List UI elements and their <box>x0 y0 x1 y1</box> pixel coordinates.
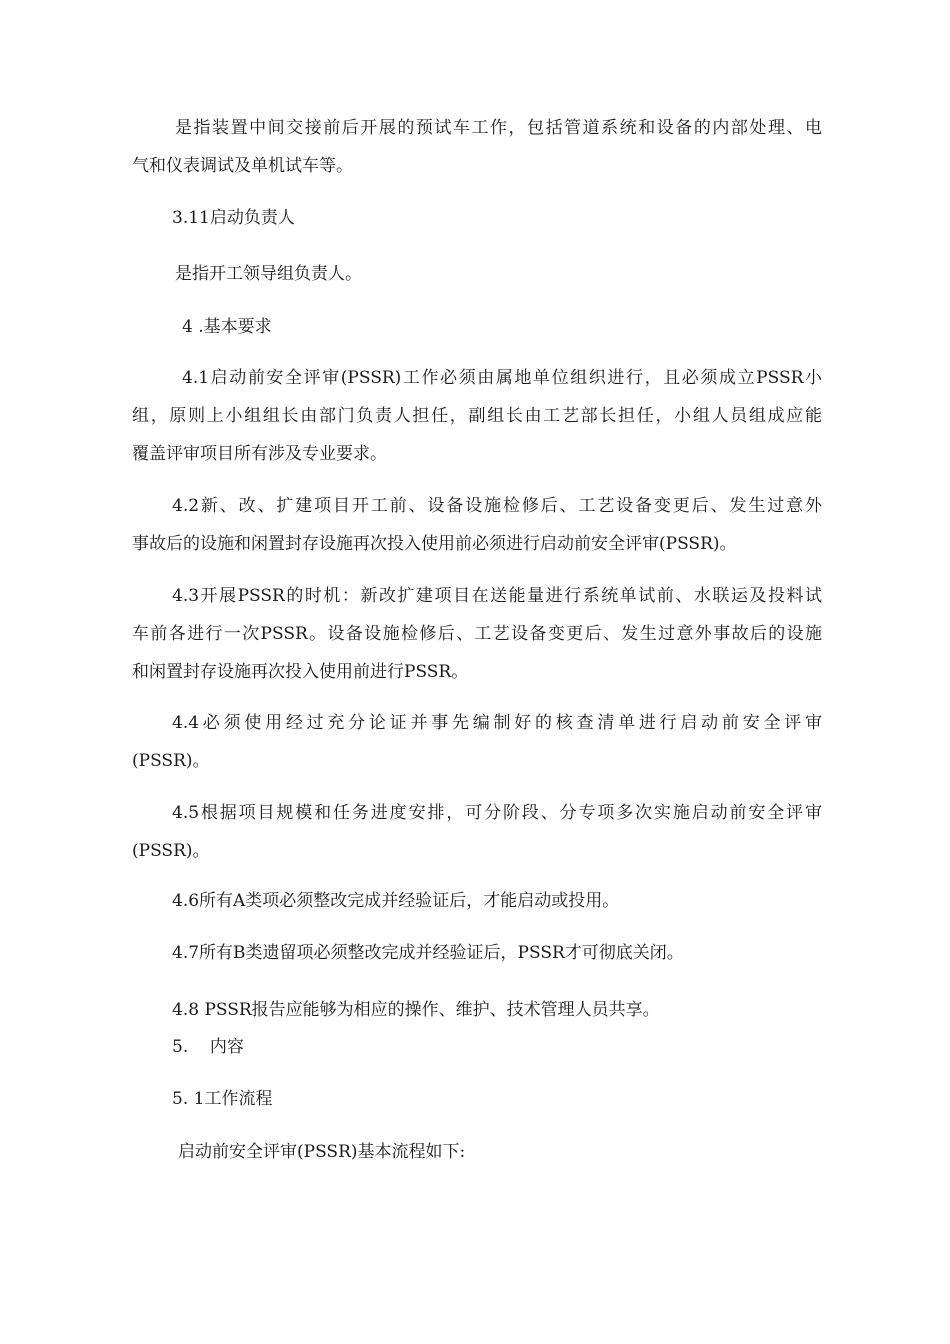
paragraph-line: 事故后的设施和闲置封存设施再次投入使用前必须进行启动前安全评审(PSSR)。 <box>132 534 737 554</box>
paragraph-line: 4.5根据项目规模和任务进度安排，可分阶段、分专项多次实施启动前安全评审 <box>172 803 822 823</box>
section-heading: 5. 内容 <box>172 1037 244 1057</box>
paragraph-line: (PSSR)。 <box>132 751 210 771</box>
paragraph-line: 和闲置封存设施再次投入使用前进行PSSR。 <box>132 662 469 682</box>
paragraph-line: (PSSR)。 <box>132 841 210 861</box>
paragraph-line: 4.8 PSSR报告应能够为相应的操作、维护、技术管理人员共享。 <box>172 1000 660 1020</box>
paragraph-line: 4.3开展PSSR的时机：新改扩建项目在送能量进行系统单试前、水联运及投料试 <box>172 586 822 606</box>
paragraph-line: 车前各进行一次PSSR。设备设施检修后、工艺设备变更后、发生过意外事故后的设施 <box>132 624 822 644</box>
paragraph-line: 覆盖评审项目所有涉及专业要求。 <box>132 444 387 464</box>
paragraph-line: 是指装置中间交接前后开展的预试车工作，包括管道系统和设备的内部处理、电 <box>175 118 822 138</box>
paragraph-line: 4.4必须使用经过充分论证并事先编制好的核查清单进行启动前安全评审 <box>172 713 822 733</box>
paragraph-line: 4.7所有B类遗留项必须整改完成并经验证后，PSSR才可彻底关闭。 <box>172 943 684 963</box>
section-heading: 3.11启动负责人 <box>172 208 295 228</box>
paragraph-line: 气和仪表调试及单机试车等。 <box>132 156 353 176</box>
paragraph-line: 4.1启动前安全评审(PSSR)工作必须由属地单位组织进行，且必须成立PSSR小 <box>182 368 822 388</box>
paragraph-line: 启动前安全评审(PSSR)基本流程如下: <box>178 1142 466 1162</box>
section-heading: 5. 1工作流程 <box>172 1089 273 1109</box>
paragraph-line: 4.2新、改、扩建项目开工前、设备设施检修后、工艺设备变更后、发生过意外 <box>172 496 822 516</box>
paragraph-line: 是指开工领导组负责人。 <box>175 264 362 284</box>
paragraph-line: 组，原则上小组组长由部门负责人担任，副组长由工艺部长担任，小组人员组成应能 <box>132 406 822 426</box>
section-heading: 4 .基本要求 <box>182 317 272 337</box>
paragraph-line: 4.6所有A类项必须整改完成并经验证后，才能启动或投用。 <box>172 891 620 911</box>
